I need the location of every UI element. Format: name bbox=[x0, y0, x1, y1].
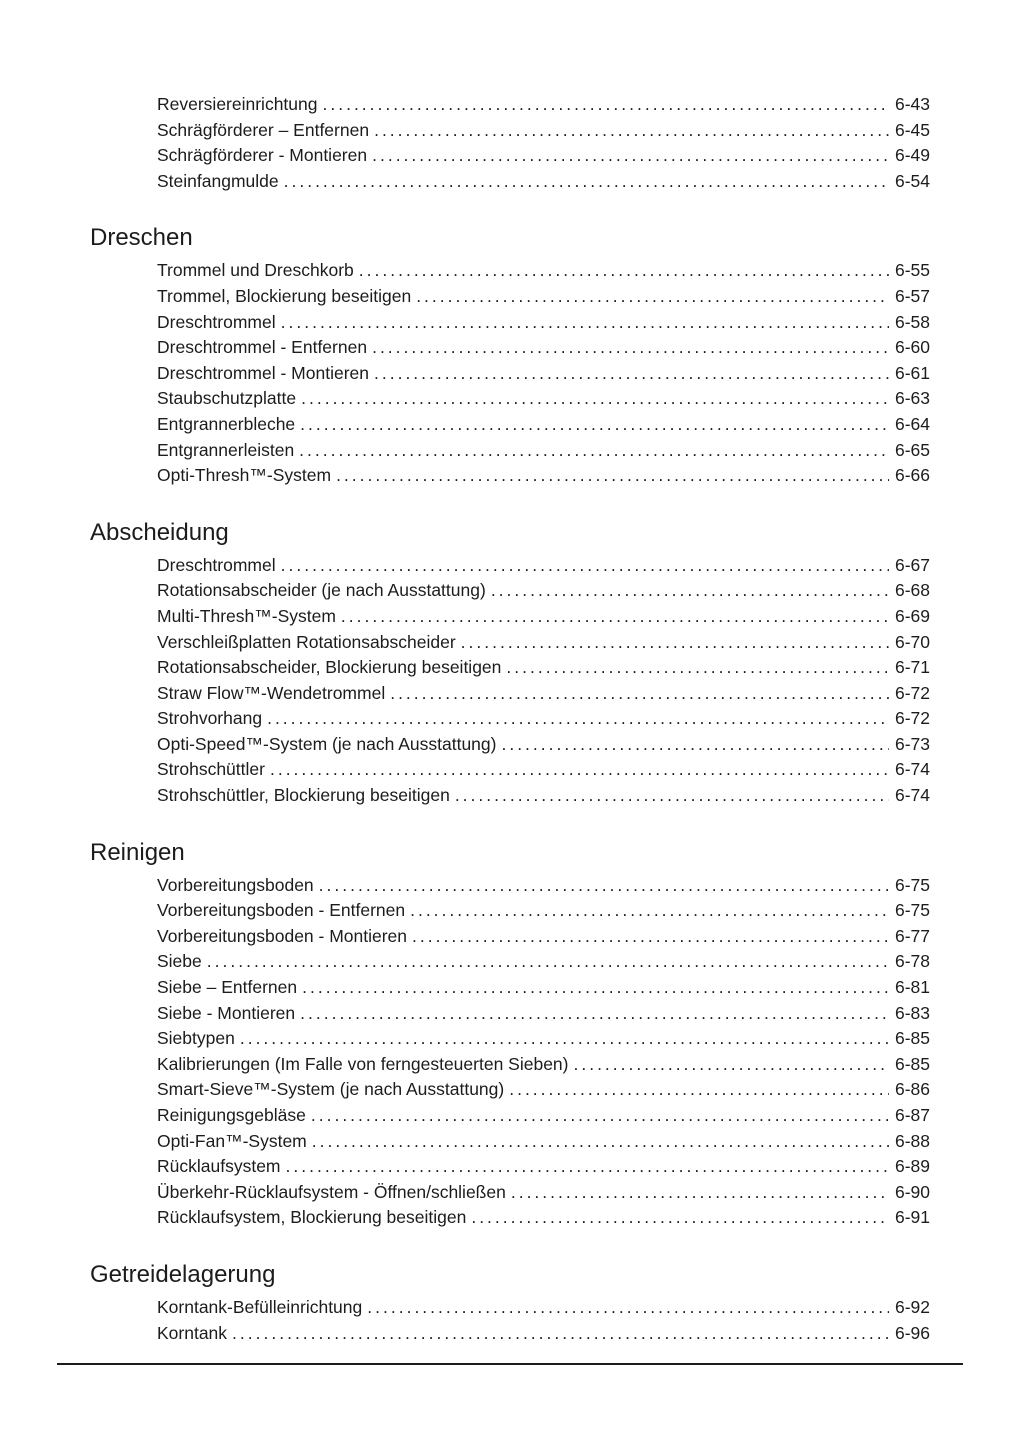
toc-entry-title: Korntank-Befülleinrichtung bbox=[157, 1296, 363, 1317]
dot-leader bbox=[341, 604, 889, 630]
toc-entry-page-number: 6-70 bbox=[894, 631, 930, 652]
footer-rule bbox=[57, 1363, 963, 1365]
dot-leader bbox=[573, 1052, 888, 1078]
toc-entry-title: Dreschtrommel bbox=[157, 311, 276, 332]
toc-section bbox=[90, 839, 930, 1231]
toc-entry-page-number: 6-45 bbox=[894, 119, 930, 140]
dot-leader bbox=[374, 118, 889, 144]
dot-leader bbox=[311, 1103, 889, 1129]
toc-entry-title: Strohvorhang bbox=[157, 708, 263, 729]
dot-leader bbox=[281, 553, 889, 579]
toc-entry-title: Smart-Sieve™-System (je nach Ausstattung) bbox=[157, 1079, 505, 1100]
toc-entry-page-number: 6-81 bbox=[894, 977, 930, 998]
dot-leader bbox=[232, 1321, 889, 1347]
toc-entry bbox=[157, 732, 930, 758]
dot-leader bbox=[501, 732, 889, 758]
toc-entry bbox=[157, 92, 930, 118]
dot-leader bbox=[301, 386, 889, 412]
dot-leader bbox=[240, 1026, 889, 1052]
toc-entry-page-number: 6-54 bbox=[894, 170, 930, 191]
toc-entry-title: Vorbereitungsboden - Entfernen bbox=[157, 900, 406, 921]
toc-entry-page-number: 6-74 bbox=[894, 759, 930, 780]
toc-entry-list bbox=[157, 258, 930, 488]
toc-entry bbox=[157, 975, 930, 1001]
dot-leader bbox=[286, 1154, 889, 1180]
toc-entry-title: Siebe bbox=[157, 951, 202, 972]
toc-entry-page-number: 6-66 bbox=[894, 465, 930, 486]
section-title: Abscheidung bbox=[90, 518, 229, 546]
toc-entry bbox=[157, 655, 930, 681]
toc-entry-title: Überkehr-Rücklaufsystem - Öffnen/schließen bbox=[157, 1181, 506, 1202]
toc-entry-title: Trommel, Blockierung beseitigen bbox=[157, 285, 412, 306]
toc-entry-title: Rotationsabscheider (je nach Ausstattung) bbox=[157, 580, 486, 601]
dot-leader bbox=[367, 1295, 889, 1321]
toc-section bbox=[90, 1261, 930, 1346]
toc-entry-title: Staubschutzplatte bbox=[157, 388, 297, 409]
toc-entry-title: Siebtypen bbox=[157, 1028, 235, 1049]
dot-leader bbox=[312, 1129, 889, 1155]
toc-entry-page-number: 6-78 bbox=[894, 951, 930, 972]
toc-entry bbox=[157, 757, 930, 783]
toc-entry bbox=[157, 1295, 930, 1321]
dot-leader bbox=[267, 706, 889, 732]
toc-entry bbox=[157, 949, 930, 975]
toc-entry-list bbox=[157, 92, 930, 194]
toc-entry bbox=[157, 463, 930, 489]
toc-entry-title: Vorbereitungsboden - Montieren bbox=[157, 925, 408, 946]
toc-entry-page-number: 6-43 bbox=[894, 94, 930, 114]
toc-entry-title: Rücklaufsystem bbox=[157, 1156, 281, 1177]
toc-entry-page-number: 6-55 bbox=[894, 260, 930, 281]
toc-entry-title: Strohschüttler, Blockierung beseitigen bbox=[157, 785, 450, 806]
toc-entry-title: Rotationsabscheider, Blockierung beseitigen bbox=[157, 657, 502, 678]
dot-leader bbox=[336, 463, 889, 489]
toc-entry bbox=[157, 412, 930, 438]
toc-entry-page-number: 6-64 bbox=[894, 413, 930, 434]
toc-entry-page-number: 6-88 bbox=[894, 1130, 930, 1151]
toc-entry bbox=[157, 681, 930, 707]
dot-leader bbox=[410, 898, 889, 924]
section-title: Getreidelagerung bbox=[90, 1260, 276, 1288]
toc-section bbox=[90, 92, 930, 194]
toc-entry-list bbox=[157, 873, 930, 1231]
dot-leader bbox=[281, 310, 889, 336]
toc-entry-page-number: 6-85 bbox=[894, 1053, 930, 1074]
section-title: Reinigen bbox=[90, 838, 185, 866]
toc-entry bbox=[157, 438, 930, 464]
toc-entry-title: Dreschtrommel - Entfernen bbox=[157, 337, 368, 358]
toc-entry-title: Multi-Thresh™-System bbox=[157, 605, 336, 626]
toc-entry-title: Schrägförderer – Entfernen bbox=[157, 119, 370, 140]
dot-leader bbox=[455, 783, 889, 809]
toc-entry-page-number: 6-49 bbox=[894, 145, 930, 166]
toc-entry-title: Siebe - Montieren bbox=[157, 1002, 296, 1023]
dot-leader bbox=[506, 655, 889, 681]
toc-entry-title: Straw Flow™-Wendetrommel bbox=[157, 682, 386, 703]
dot-leader bbox=[207, 949, 889, 975]
toc-entry-title: Korntank bbox=[157, 1322, 228, 1343]
dot-leader bbox=[284, 169, 889, 195]
dot-leader bbox=[511, 1180, 889, 1206]
toc-entry-title: Opti-Speed™-System (je nach Ausstattung) bbox=[157, 733, 497, 754]
toc-entry bbox=[157, 310, 930, 336]
toc-entry-page-number: 6-75 bbox=[894, 874, 930, 895]
toc-entry bbox=[157, 604, 930, 630]
toc-entry bbox=[157, 1026, 930, 1052]
dot-leader bbox=[509, 1077, 889, 1103]
toc-entry-page-number: 6-63 bbox=[894, 388, 930, 409]
toc-entry-page-number: 6-87 bbox=[894, 1105, 930, 1125]
toc-entry bbox=[157, 118, 930, 144]
toc-entry bbox=[157, 1129, 930, 1155]
toc-entry-page-number: 6-69 bbox=[894, 605, 930, 626]
toc-entry-title: Reinigungsgebläse bbox=[157, 1105, 306, 1125]
toc-entry-page-number: 6-89 bbox=[894, 1156, 930, 1177]
dot-leader bbox=[323, 92, 889, 118]
toc-entry-title: Kalibrierungen (Im Falle von ferngesteuerten Sieben) bbox=[157, 1053, 569, 1074]
dot-leader bbox=[300, 412, 889, 438]
dot-leader bbox=[270, 757, 889, 783]
toc-entry bbox=[157, 284, 930, 310]
toc-entry-page-number: 6-67 bbox=[894, 554, 930, 575]
toc-entry-page-number: 6-83 bbox=[894, 1002, 930, 1023]
toc-entry-title: Entgrannerleisten bbox=[157, 439, 295, 460]
toc-entry-list bbox=[157, 1295, 930, 1346]
toc-entry bbox=[157, 1001, 930, 1027]
dot-leader bbox=[412, 924, 889, 950]
toc-entry-title: Rücklaufsystem, Blockierung beseitigen bbox=[157, 1207, 467, 1228]
toc-entry-page-number: 6-68 bbox=[894, 580, 930, 601]
toc-entry-title: Dreschtrommel - Montieren bbox=[157, 362, 369, 383]
toc-entry bbox=[157, 361, 930, 387]
toc-entry-page-number: 6-85 bbox=[894, 1028, 930, 1049]
toc bbox=[90, 92, 930, 1346]
toc-entry bbox=[157, 783, 930, 809]
toc-entry-page-number: 6-57 bbox=[894, 285, 930, 306]
toc-entry-title: Trommel und Dreschkorb bbox=[157, 260, 354, 281]
toc-entry-page-number: 6-60 bbox=[894, 337, 930, 358]
dot-leader bbox=[461, 630, 889, 656]
toc-entry-title: Steinfangmulde bbox=[157, 170, 279, 191]
toc-entry bbox=[157, 169, 930, 195]
toc-entry-title: Verschleißplatten Rotationsabscheider bbox=[157, 631, 456, 652]
section-title: Dreschen bbox=[90, 224, 193, 252]
toc-entry bbox=[157, 578, 930, 604]
toc-entry-page-number: 6-86 bbox=[894, 1079, 930, 1100]
toc-entry-list bbox=[157, 553, 930, 809]
toc-entry bbox=[157, 553, 930, 579]
toc-entry bbox=[157, 924, 930, 950]
toc-entry bbox=[157, 898, 930, 924]
toc-section bbox=[90, 224, 930, 488]
toc-entry bbox=[157, 258, 930, 284]
toc-entry bbox=[157, 630, 930, 656]
toc-entry bbox=[157, 386, 930, 412]
toc-entry-title: Siebe – Entfernen bbox=[157, 977, 298, 998]
toc-entry-page-number: 6-72 bbox=[894, 682, 930, 703]
toc-entry-page-number: 6-77 bbox=[894, 925, 930, 946]
toc-entry-page-number: 6-71 bbox=[894, 657, 930, 678]
toc-entry-page-number: 6-75 bbox=[894, 900, 930, 921]
toc-entry-page-number: 6-72 bbox=[894, 708, 930, 729]
toc-entry-page-number: 6-74 bbox=[894, 785, 930, 806]
toc-entry bbox=[157, 706, 930, 732]
toc-entry-page-number: 6-58 bbox=[894, 311, 930, 332]
toc-entry bbox=[157, 335, 930, 361]
toc-entry-title: Dreschtrommel bbox=[157, 554, 276, 575]
toc-entry-page-number: 6-73 bbox=[894, 733, 930, 754]
dot-leader bbox=[390, 681, 889, 707]
dot-leader bbox=[372, 335, 889, 361]
toc-entry-title: Vorbereitungsboden bbox=[157, 874, 314, 895]
toc-entry-page-number: 6-61 bbox=[894, 362, 930, 383]
dot-leader bbox=[319, 873, 889, 899]
toc-entry bbox=[157, 1321, 930, 1347]
toc-entry bbox=[157, 1103, 930, 1129]
toc-entry bbox=[157, 1180, 930, 1206]
toc-entry-page-number: 6-92 bbox=[894, 1296, 930, 1317]
dot-leader bbox=[374, 361, 889, 387]
toc-entry-title: Opti-Fan™-System bbox=[157, 1130, 307, 1151]
toc-entry-page-number: 6-96 bbox=[894, 1322, 930, 1343]
toc-entry bbox=[157, 143, 930, 169]
dot-leader bbox=[302, 975, 889, 1001]
toc-entry-title: Opti-Thresh™-System bbox=[157, 465, 332, 486]
toc-section bbox=[90, 519, 930, 809]
dot-leader bbox=[491, 578, 889, 604]
dot-leader bbox=[300, 1001, 889, 1027]
toc-entry-page-number: 6-91 bbox=[894, 1207, 930, 1228]
toc-entry bbox=[157, 1052, 930, 1078]
dot-leader bbox=[359, 258, 889, 284]
toc-entry bbox=[157, 1154, 930, 1180]
toc-entry-page-number: 6-65 bbox=[894, 439, 930, 460]
toc-entry-title: Entgrannerbleche bbox=[157, 413, 296, 434]
toc-entry-title: Schrägförderer - Montieren bbox=[157, 145, 368, 166]
toc-entry-title: Strohschüttler bbox=[157, 759, 265, 780]
toc-entry bbox=[157, 1077, 930, 1103]
dot-leader bbox=[416, 284, 889, 310]
dot-leader bbox=[471, 1205, 889, 1231]
toc-entry bbox=[157, 873, 930, 899]
toc-entry bbox=[157, 1205, 930, 1231]
dot-leader bbox=[372, 143, 889, 169]
toc-entry-title: Reversiereinrichtung bbox=[157, 94, 318, 114]
dot-leader bbox=[299, 438, 889, 464]
toc-entry-page-number: 6-90 bbox=[894, 1181, 930, 1202]
